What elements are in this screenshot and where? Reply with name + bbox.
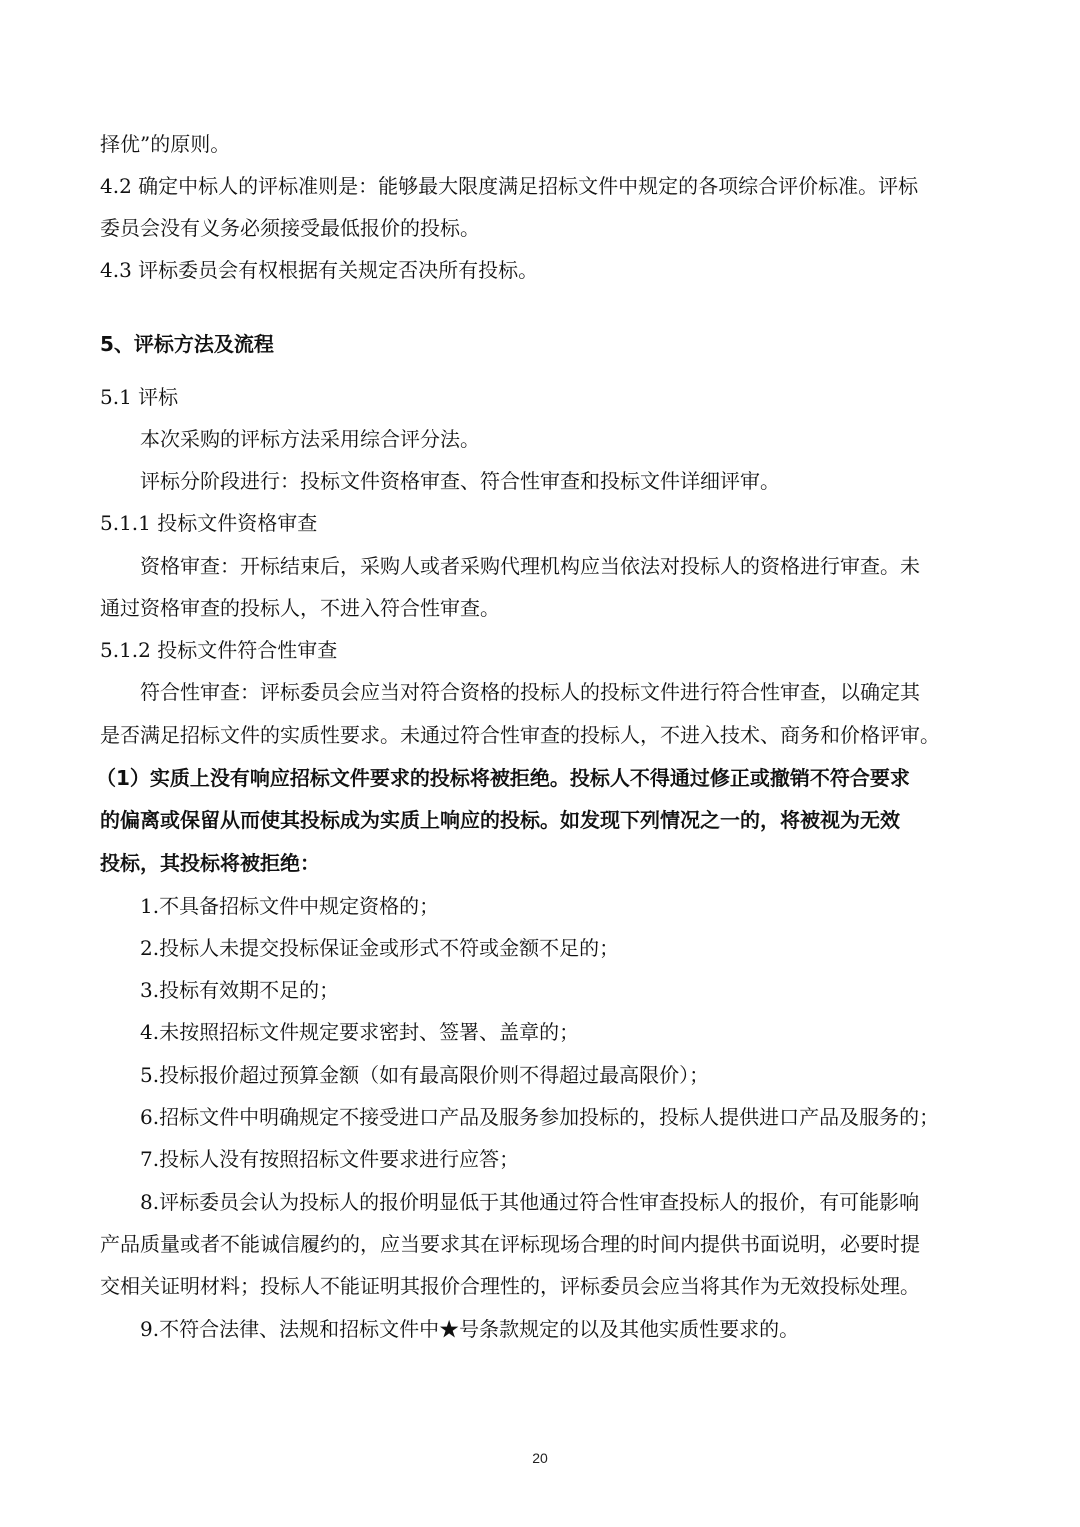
- list-item: 8.评标委员会认为投标人的报价明显低于其他通过符合性审查投标人的报价，有可能影响: [140, 1190, 920, 1214]
- list-item: 9.不符合法律、法规和招标文件中★号条款规定的以及其他实质性要求的。: [140, 1317, 800, 1341]
- subsection-heading: 5.1.1 投标文件资格审查: [100, 511, 318, 535]
- text-line: 本次采购的评标方法采用综合评分法。: [140, 427, 480, 451]
- list-item: 7.投标人没有按照招标文件要求进行应答；: [140, 1147, 520, 1171]
- list-item: 1.不具备招标文件中规定资格的；: [140, 894, 440, 918]
- text-line: 4.2 确定中标人的评标准则是：能够最大限度满足招标文件中规定的各项综合评价标准。评标: [100, 174, 919, 198]
- text-line: 4.3 评标委员会有权根据有关规定否决所有投标。: [100, 258, 539, 282]
- text-line: 评标分阶段进行：投标文件资格审查、符合性审查和投标文件详细评审。: [140, 469, 780, 493]
- list-item: 5.投标报价超过预算金额（如有最高限价则不得超过最高限价）；: [140, 1063, 710, 1087]
- bold-text-line: （1）实质上没有响应招标文件要求的投标将被拒绝。投标人不得通过修正或撤销不符合要求: [96, 766, 910, 790]
- list-item: 4.未按照招标文件规定要求密封、签署、盖章的；: [140, 1020, 580, 1044]
- list-item: 6.招标文件中明确规定不接受进口产品及服务参加投标的，投标人提供进口产品及服务的；: [140, 1105, 940, 1129]
- text-line: 择优”的原则。: [100, 132, 231, 156]
- subsection-heading: 5.1 评标: [100, 385, 179, 409]
- text-line: 资格审查：开标结束后，采购人或者采购代理机构应当依法对投标人的资格进行审查。未: [140, 554, 920, 578]
- subsection-heading: 5.1.2 投标文件符合性审查: [100, 638, 338, 662]
- text-line: 符合性审查：评标委员会应当对符合资格的投标人的投标文件进行符合性审查，以确定其: [140, 680, 920, 704]
- text-line: 通过资格审查的投标人，不进入符合性审查。: [100, 596, 500, 620]
- text-line: 委员会没有义务必须接受最低报价的投标。: [100, 216, 480, 240]
- section-heading: 5、评标方法及流程: [100, 332, 274, 356]
- page-number: 20: [532, 1450, 548, 1466]
- list-item: 3.投标有效期不足的；: [140, 978, 340, 1002]
- text-line: 交相关证明材料；投标人不能证明其报价合理性的，评标委员会应当将其作为无效投标处理。: [100, 1274, 920, 1298]
- text-line: 产品质量或者不能诚信履约的，应当要求其在评标现场合理的时间内提供书面说明，必要时提: [100, 1232, 920, 1256]
- bold-text-line: 的偏离或保留从而使其投标成为实质上响应的投标。如发现下列情况之一的，将被视为无效: [100, 808, 900, 832]
- list-item: 2.投标人未提交投标保证金或形式不符或金额不足的；: [140, 936, 620, 960]
- bold-text-line: 投标，其投标将被拒绝：: [100, 851, 320, 875]
- text-line: 是否满足招标文件的实质性要求。未通过符合性审查的投标人，不进入技术、商务和价格评审。: [100, 723, 940, 747]
